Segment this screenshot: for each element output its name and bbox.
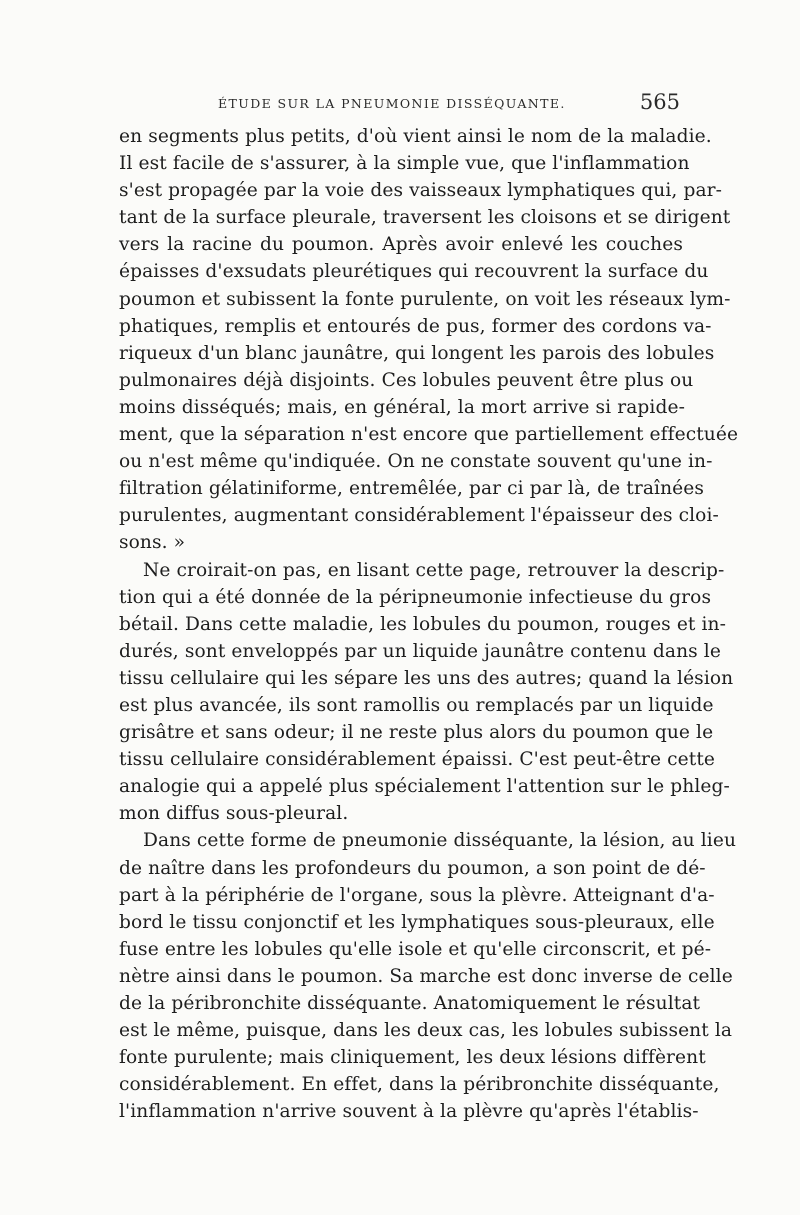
text-line: Dans cette forme de pneumonie disséquante, la lésion, au lieu (143, 830, 737, 852)
text-line: tant de la surface pleurale, traversent les cloisons et se dirigent (119, 207, 731, 229)
paragraph (119, 123, 739, 557)
text-line: Il est facile de s'assurer, à la simple vue, que l'inflammation (119, 153, 690, 175)
text-line: nètre ainsi dans le poumon. Sa marche est donc inverse de celle (119, 965, 733, 987)
text-line: poumon et subissent la fonte purulente, on voit les réseaux lym- (119, 288, 731, 310)
text-line: l'inflammation n'arrive souvent à la plèvre qu'après l'établis- (119, 1101, 699, 1123)
text-line: moins disséqués; mais, en général, la mort arrive si rapide- (119, 396, 685, 418)
text-line: sons. » (119, 532, 186, 554)
text-line: bétail. Dans cette maladie, les lobules du poumon, rouges et in- (119, 613, 727, 635)
text-line: grisâtre et sans odeur; il ne reste plus alors du poumon que le (119, 722, 714, 744)
text-line: de la péribronchite disséquante. Anatomiquement le résultat (119, 993, 701, 1014)
text-line: purulentes, augmentant considérablement l'épaisseur des cloi- (119, 505, 719, 527)
text-line: mon diffus sous-pleural. (119, 803, 349, 825)
paragraph (119, 557, 734, 828)
text-line: est le même, puisque, dans les deux cas, les lobules subissent la (119, 1020, 733, 1042)
text-line: tion qui a été donnée de la péripneumonie infectieuse du gros (119, 586, 712, 608)
page-number: 565 (639, 90, 680, 114)
text-line: est plus avancée, ils sont ramollis ou remplacés par un liquide (119, 694, 714, 716)
text-line: épaisses d'exsudats pleurétiques qui recouvrent la surface du (119, 261, 709, 283)
text-line: riqueux d'un blanc jaunâtre, qui longent les parois des lobules (119, 342, 715, 364)
text-line: fuse entre les lobules qu'elle isole et qu'elle circonscrit, et pé- (119, 938, 712, 960)
text-line: tissu cellulaire qui les sépare les uns des autres; quand la lésion (119, 667, 734, 689)
running-title: ÉTUDE SUR LA PNEUMONIE DISSÉQUANTE. (218, 96, 566, 111)
text-line: Ne croirait-on pas, en lisant cette page, retrouver la descrip- (143, 559, 725, 581)
text-line: phatiques, remplis et entourés de pus, former des cordons va- (119, 315, 712, 337)
text-line: part à la périphérie de l'organe, sous la plèvre. Atteignant d'a- (119, 884, 715, 906)
text-line: en segments plus petits, d'où vient ainsi le nom de la maladie. (119, 126, 712, 147)
text-line: considérablement. En effet, dans la péribronchite disséquante, (119, 1074, 720, 1096)
text-line: tissu cellulaire considérablement épaissi. C'est peut-être cette (119, 749, 715, 771)
text-line: vers la racine du poumon. Après avoir enlevé les couches (119, 234, 683, 256)
text-line: bord le tissu conjonctif et les lymphatiques sous-pleuraux, elle (119, 911, 715, 933)
text-line: analogie qui a appelé plus spécialement l'attention sur le phleg- (119, 776, 730, 798)
text-line: ou n'est même qu'indiquée. On ne constate souvent qu'une in- (119, 451, 713, 473)
text-line: de naître dans les profondeurs du poumon, a son point de dé- (119, 857, 706, 879)
text-line: filtration gélatiniforme, entremêlée, par ci par là, de traînées (119, 478, 705, 500)
text-line: s'est propagée par la voie des vaisseaux lymphatiques qui, par- (119, 180, 723, 202)
body-text (119, 123, 739, 1125)
text-line: ment, que la séparation n'est encore que partiellement effectuée (119, 424, 739, 446)
text-line: pulmonaires déjà disjoints. Ces lobules peuvent être plus ou (119, 369, 694, 391)
text-line: fonte purulente; mais cliniquement, les deux lésions diffèrent (119, 1047, 706, 1069)
running-head (120, 90, 680, 118)
paragraph (119, 827, 737, 1125)
text-line: durés, sont enveloppés par un liquide jaunâtre contenu dans le (119, 640, 721, 662)
